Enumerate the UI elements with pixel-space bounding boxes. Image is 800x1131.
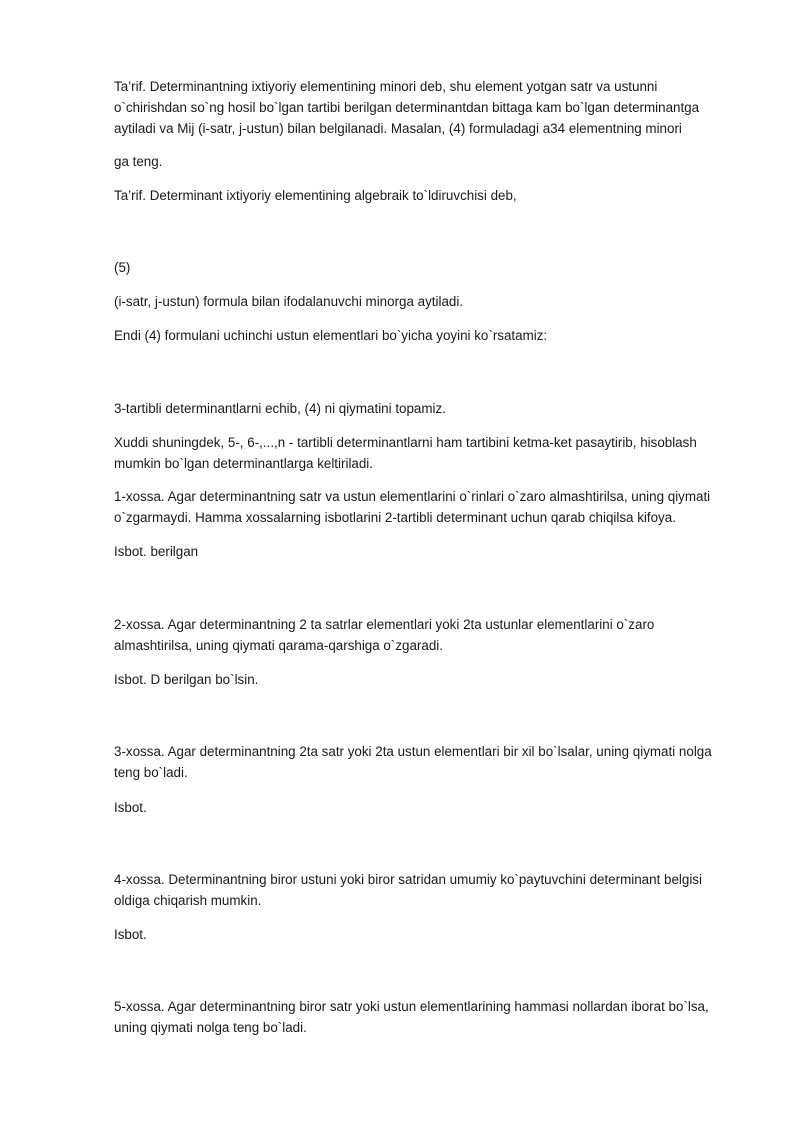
- proof-3-label: Isbot.: [114, 800, 147, 815]
- property-5-paragraph: 5-xossa. Agar determinantning biror satr yoki ustun elementlarining hammasi nollardan iborat bo`lsa, uning qiymati nolga teng bo`ladi.: [114, 999, 709, 1035]
- third-order-solution-paragraph: 3-tartibli determinantlarni echib, (4) ni qiymatini topamiz.: [114, 401, 446, 416]
- minor-result-paragraph: ga teng.: [114, 154, 163, 169]
- proof-4-label: Isbot.: [114, 927, 147, 942]
- property-4-paragraph: 4-xossa. Determinantning biror ustuni yoki biror satridan umumiy ko`paytuvchini determinant belgisi oldiga chiqarish mumkin.: [114, 872, 702, 908]
- higher-order-paragraph: Xuddi shuningdek, 5-, 6-,...,n - tartibli determinantlarni ham tartibini ketma-ket pasaytirib, hisoblash mumkin bo`lgan determinantlarga keltiriladi.: [114, 435, 697, 471]
- expansion-intro-paragraph: Endi (4) formulani uchinchi ustun elementlari bo`yicha yoyini ko`rsatamiz:: [114, 328, 548, 343]
- proof-2-label: Isbot. D berilgan bo`lsin.: [114, 672, 259, 687]
- property-3-paragraph: 3-xossa. Agar determinantning 2ta satr yoki 2ta ustun elementlari bir xil bo`lsalar, uning qiymati nolga teng bo`ladi.: [114, 744, 712, 780]
- proof-1-label: Isbot. berilgan: [114, 544, 199, 559]
- cofactor-definition-paragraph: Ta’rif. Determinant ixtiyoriy elementining algebraik to`ldiruvchisi deb,: [114, 188, 517, 203]
- minor-definition-paragraph: Ta’rif. Determinantning ixtiyoriy elementining minori deb, shu element yotgan satr va ustunni o`chirishdan so`ng hosil bo`lgan tartibi berilgan determinantdan bittaga kam bo`lgan determinantga aytiladi va Mij (i-satr, j-ustun) bilan belgilanadi. Masalan, (4) formuladagi a34 elementning minori: [114, 79, 700, 136]
- property-2-paragraph: 2-xossa. Agar determinantning 2 ta satrlar elementlari yoki 2ta ustunlar elementlarini o`zaro almashtirilsa, uning qiymati qarama-qarshiga o`zgaradi.: [114, 617, 655, 653]
- property-1-paragraph: 1-xossa. Agar determinantning satr va ustun elementlarini o`rinlari o`zaro almashtirilsa, uning qiymati o`zgarmaydi. Hamma xossalarning isbotlarini 2-tartibli determinant uchun qarab chiqilsa kifoya.: [114, 489, 711, 525]
- cofactor-explanation-paragraph: (i-satr, j-ustun) formula bilan ifodalanuvchi minorga aytiladi.: [114, 294, 464, 309]
- formula-number-label: (5): [114, 260, 131, 275]
